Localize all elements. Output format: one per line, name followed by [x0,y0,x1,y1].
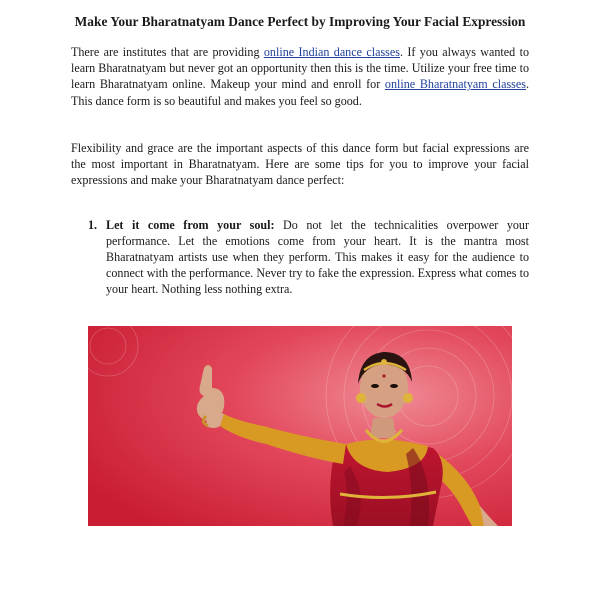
list-item [86,217,529,297]
list-item-text: Do not let the technicalities overpower your performance. Let the emotions come from your heart. It is the mantra most Bharatnatyam artists use when they perform. This makes it easy for the audience to connect with the performance. Never try to fake the expression. Express what comes to your heart. Nothing less nothing extra. [106,218,529,296]
intro-paragraph [71,44,529,109]
intro-text-c: . This dance form is so beautiful and makes you feel so good. [71,77,529,108]
tips-list [86,217,529,297]
dancer-illustration [88,326,512,526]
intro-text-a: There are institutes that are providing [71,45,264,59]
link-online-indian-dance-classes[interactable]: online Indian dance classes [263,45,400,59]
tips-intro-paragraph: Flexibility and grace are the important aspects of this dance form but facial expressions are the most important in Bharatnatyam. Here are some tips for you to improve your facial expressions and make your Bharatnatyam dance perfect: [71,141,529,188]
intro-text-b: . If you always wanted to learn Bharatnatyam but never got an opportunity then this is the time. Utilize your free time to learn Bharatnatyam online. Makeup your mind and enroll for [71,45,529,92]
list-item-heading: Let it come from your soul: [106,218,275,232]
bharatnatyam-dancer-photo [88,326,512,526]
page-title: Make Your Bharatnatyam Dance Perfect by Improving Your Facial Expression [74,14,526,29]
list-item-number: 1. [88,218,98,232]
link-online-bharatnatyam-classes[interactable]: online Bharatnatyam classes [384,77,526,92]
